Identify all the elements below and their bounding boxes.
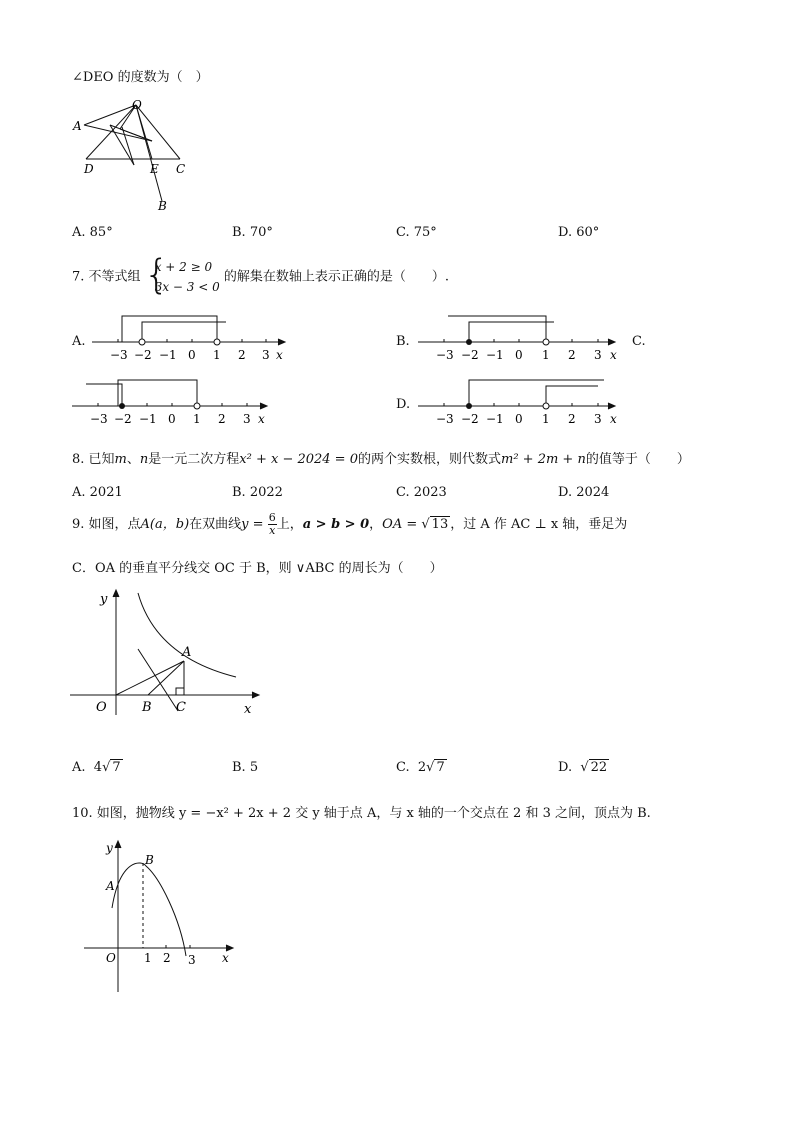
q9-option-a-letter: A. <box>72 760 86 775</box>
q9-oa-root: 13 <box>431 517 449 532</box>
q9-label-a: A <box>182 645 192 660</box>
q9-text-b: 在双曲线 <box>189 517 242 532</box>
q8-var-n: n <box>139 452 149 467</box>
q8-text-a: 8. 已知 <box>72 452 115 467</box>
q7a-tick-0: 0 <box>188 348 196 362</box>
q7-option-b-numberline[interactable] <box>414 312 624 364</box>
q7-inequality-1: x + 2 ≥ 0 <box>154 260 213 274</box>
q9-point: A(a，b) <box>140 517 190 532</box>
q7b-tick-0: 0 <box>515 348 523 362</box>
q6-label-d: D <box>84 162 94 176</box>
q10-label-b: B <box>145 853 154 867</box>
q8-option-b[interactable]: B. 2022 <box>232 485 283 500</box>
q7-option-a-letter[interactable]: A. <box>72 334 86 349</box>
q7c-tick-m1: −1 <box>139 412 157 426</box>
q7c-tick-2: 2 <box>218 412 226 426</box>
q9-oa: OA = <box>382 517 422 532</box>
q7-option-c-letter[interactable]: C. <box>632 334 646 349</box>
q9-text-d: ，过 A 作 AC ⊥ x 轴，垂足为 <box>450 517 628 532</box>
q9-option-b-text: 5 <box>249 760 259 775</box>
q10-label-a: A <box>106 879 115 893</box>
q7-option-d-numberline[interactable] <box>414 376 624 428</box>
q9-frac-num: 6 <box>268 511 276 524</box>
q7a-axis-label: x <box>276 348 283 362</box>
q9-text-c: 上， <box>276 517 303 532</box>
q7d-tick-3: 3 <box>594 412 602 426</box>
q7-inequality-2: 3x − 3 < 0 <box>154 280 220 294</box>
q8-sep: 、 <box>126 452 140 467</box>
q7b-tick-2: 2 <box>568 348 576 362</box>
q9-option-a-root: 7 <box>112 760 121 775</box>
q6-label-e: E <box>150 162 159 176</box>
q7-option-a-numberline[interactable] <box>88 312 293 364</box>
q7b-tick-m2: −2 <box>461 348 479 362</box>
q7b-tick-m1: −1 <box>486 348 504 362</box>
q7d-tick-m1: −1 <box>486 412 504 426</box>
q7c-tick-0: 0 <box>168 412 176 426</box>
q9-option-a-coef: 4 <box>93 760 103 775</box>
q7-prefix: 7. 不等式组 <box>72 269 141 285</box>
q9-label-c: C <box>176 700 186 715</box>
q9-option-d[interactable]: D. √ 22 <box>558 760 608 775</box>
q7d-tick-1: 1 <box>542 412 550 426</box>
q9-label-x: x <box>244 702 252 717</box>
q7c-tick-m2: −2 <box>114 412 132 426</box>
q9-question-line1: 9. 如图，点A(a，b)在双曲线y = $\frac{6}{x}$ 上，a > b > 0，OA = √ 13 ，过 A 作 AC ⊥ x 轴，垂足为 <box>72 511 628 537</box>
q8-option-a[interactable]: A. 2021 <box>72 485 123 500</box>
q7d-tick-m2: −2 <box>461 412 479 426</box>
q9-hyperbola-figure <box>66 585 266 720</box>
q7-option-d-letter[interactable]: D. <box>396 397 411 412</box>
q9-option-d-letter: D. <box>558 760 573 775</box>
q9-option-c-root: 7 <box>436 760 445 775</box>
q7d-axis-label: x <box>610 412 617 426</box>
q10-label-y: y <box>106 841 113 855</box>
q7c-tick-m3: −3 <box>90 412 108 426</box>
q7a-tick-3: 3 <box>262 348 270 362</box>
q10-label-o: O <box>106 951 116 965</box>
q10-tick-2: 2 <box>163 951 171 965</box>
q7c-axis-label: x <box>258 412 265 426</box>
q9-label-o: O <box>96 700 107 715</box>
q7-inequality-system <box>143 252 220 298</box>
q7d-tick-m3: −3 <box>436 412 454 426</box>
q6-option-c[interactable]: C. 75° <box>396 225 437 240</box>
q9-option-c[interactable]: C. 2√ 7 <box>396 760 445 775</box>
q7-suffix: 的解集在数轴上表示正确的是（ ）. <box>223 269 450 285</box>
q9-condition: a > b > 0 <box>302 517 370 532</box>
q7-brace-icon: { <box>143 252 170 298</box>
q8-text-d: 的值等于（ ） <box>585 452 690 467</box>
q7a-tick-2: 2 <box>238 348 246 362</box>
q6-label-a: A <box>73 119 82 133</box>
q7-option-b-letter[interactable]: B. <box>396 334 410 349</box>
q8-text-c: 的两个实数根，则代数式 <box>357 452 501 467</box>
q9-option-c-letter: C. <box>396 760 410 775</box>
q8-option-c[interactable]: C. 2023 <box>396 485 447 500</box>
q7d-tick-0: 0 <box>515 412 523 426</box>
q6-option-d[interactable]: D. 60° <box>558 225 600 240</box>
q9-y-eq: y = <box>241 517 264 532</box>
q7b-axis-label: x <box>610 348 617 362</box>
q7c-tick-3: 3 <box>243 412 251 426</box>
q7-option-c-numberline[interactable] <box>68 376 273 428</box>
q8-text-b: 是一元二次方程 <box>148 452 240 467</box>
q6-label-c: C <box>176 162 186 176</box>
q6-question-tail: ∠DEO 的度数为（ ） <box>72 70 209 85</box>
q7b-tick-1: 1 <box>542 348 550 362</box>
q9-option-b[interactable] <box>232 760 258 775</box>
q7a-tick-m1: −1 <box>159 348 177 362</box>
q7b-tick-m3: −3 <box>436 348 454 362</box>
q7a-tick-m2: −2 <box>134 348 152 362</box>
q8-expression: m² + 2m + n <box>501 452 586 467</box>
q9-frac-den: x <box>269 524 276 537</box>
q7a-tick-m3: −3 <box>110 348 128 362</box>
q8-option-d[interactable]: D. 2024 <box>558 485 610 500</box>
q6-option-a[interactable]: A. 85° <box>72 225 113 240</box>
q9-option-a[interactable]: A. 4√ 7 <box>72 760 121 775</box>
q7-question <box>72 252 450 298</box>
q6-triangle-figure <box>70 95 200 215</box>
q10-parabola-figure <box>80 838 240 998</box>
q6-label-o: O <box>132 98 142 112</box>
q6-label-b: B <box>158 199 167 213</box>
q9-option-d-root: 22 <box>590 760 608 775</box>
q7b-tick-3: 3 <box>594 348 602 362</box>
q8-question <box>72 448 690 467</box>
q9-text-a: 9. 如图，点 <box>72 517 141 532</box>
q9-option-b-letter: B. <box>232 760 246 775</box>
q9-label-y: y <box>100 592 108 607</box>
q6-option-b[interactable]: B. 70° <box>232 225 273 240</box>
q10-label-x: x <box>222 951 229 965</box>
q9-comma: ， <box>369 517 383 532</box>
q8-var-m: m <box>114 452 127 467</box>
q10-tick-3: 3 <box>188 953 196 967</box>
q7d-tick-2: 2 <box>568 412 576 426</box>
q9-label-b: B <box>142 700 152 715</box>
q7c-tick-1: 1 <box>193 412 201 426</box>
q8-equation: x² + x − 2024 = 0 <box>239 452 358 467</box>
q10-question: 10. 如图，抛物线 y = −x² + 2x + 2 交 y 轴于点 A，与 x 轴的一个交点在 2 和 3 之间，顶点为 B. <box>72 806 651 821</box>
q9-question-line2: C．OA 的垂直平分线交 OC 于 B，则 ∨ABC 的周长为（ ） <box>72 561 443 576</box>
q10-tick-1: 1 <box>144 951 152 965</box>
q9-option-c-coef: 2 <box>417 760 427 775</box>
q7a-tick-1: 1 <box>213 348 221 362</box>
q9-fraction <box>268 512 277 537</box>
